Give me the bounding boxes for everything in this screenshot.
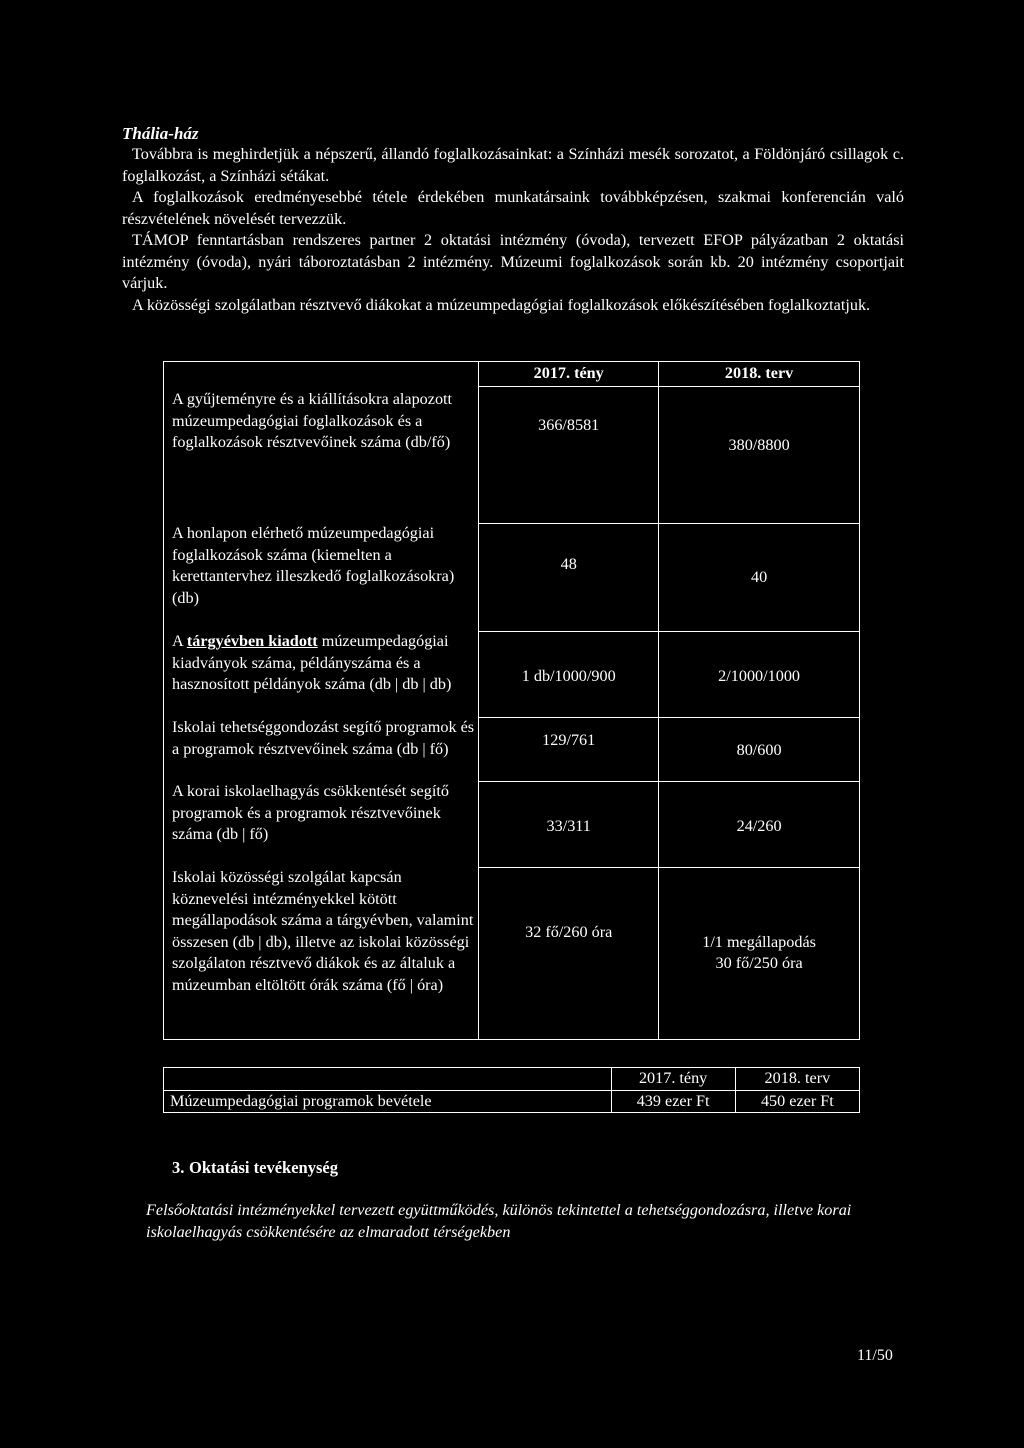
page-number: 11/50 [857,1347,893,1364]
header-2017: 2017. tény [479,362,659,387]
cell-2018: 24/260 [659,781,860,867]
cell-2018: 40 [659,523,860,631]
cell-2017: 366/8581 [479,386,659,523]
cell-2018: 2/1000/1000 [659,631,860,717]
header-2018: 2018. terv [659,362,860,387]
row-label: Múzeumpedagógiai programok bevétele [164,1090,612,1113]
intro-paragraphs [122,144,904,316]
cell-2018: 380/8800 [659,386,860,523]
table-row [164,523,860,631]
cell-2018-line: 30 fő/250 óra [715,954,803,972]
label-prefix: A [172,632,187,650]
cell-2017: 48 [479,523,659,631]
header-2017: 2017. tény [611,1068,735,1091]
paragraph: Továbbra is meghirdetjük a népszerű, állandó foglalkozásainkat: a Színházi mesék sorozatot, a Földönjáró csillagok c. foglalkozást, a Színházi sétákat. [122,145,904,185]
cell-2018: 80/600 [659,717,860,781]
table-row [164,362,860,387]
chapter-title: Oktatási tevékenység [189,1158,338,1177]
row-label: Iskolai közösségi szolgálat kapcsán köznevelési intézményekkel kötött megállapodások száma a tárgyévben, valamint összesen (db | db), illetve az iskolai közösségi szolgálaton résztvevő diákok és az általuk a múzeumban eltöltött órák száma (fő | óra) [164,867,479,1040]
empty-header-cell [164,1068,612,1091]
label-rest: múzeumpedagógiai kiadványok száma, példányszáma és a hasznosított példányok száma (db | db | db) [172,632,452,693]
cell-2018: 450 ezer Ft [735,1090,859,1113]
table-row [164,717,860,781]
row-label: Iskolai tehetséggondozást segítő programok és a programok résztvevőinek száma (db | fő) [164,717,479,781]
table-row [164,781,860,867]
cell-2018-line: 1/1 megállapodás [702,932,816,951]
table-row [164,867,860,1040]
row-label: A korai iskolaelhagyás csökkentését segítő programok és a programok résztvevőinek száma (db | fő) [164,781,479,867]
row-label [164,631,479,717]
chapter-number: 3. [172,1158,185,1177]
table-row [164,1068,860,1091]
row-label: A gyűjteményre és a kiállításokra alapozott múzeumpedagógiai foglalkozások és a foglalkozások résztvevőinek száma (db/fő) [164,362,479,524]
museum-education-table [163,361,860,1040]
row-label: A honlapon elérhető múzeumpedagógiai foglalkozások száma (kiemelten a kerettantervhez illeszkedő foglalkozásokra) (db) [164,523,479,631]
revenue-table [163,1067,860,1113]
paragraph: TÁMOP fenntartásban rendszeres partner 2 oktatási intézmény (óvoda), tervezett EFOP pályázatban 2 oktatási intézmény (óvoda), nyári táboroztatásban 2 intézmény. Múzeumi foglalkozások során kb. 20 intézmény csoportjait várjuk. [122,231,904,292]
table-row [164,631,860,717]
chapter-intro: Felsőoktatási intézményekkel tervezett együttműködés, különös tekintettel a tehetséggondozásra, illetve korai iskolaelhagyás csökkentésére az elmaradott térségekben [146,1201,852,1241]
cell-2017: 1 db/1000/900 [479,631,659,717]
cell-2017: 32 fő/260 óra [479,867,659,1040]
cell-2017: 129/761 [479,717,659,781]
paragraph: A közösségi szolgálatban résztvevő diákokat a múzeumpedagógiai foglalkozások előkészítésében foglalkoztatjuk. [132,295,871,314]
cell-2017: 33/311 [479,781,659,867]
paragraph: A foglalkozások eredményesebbé tétele érdekében munkatársaink továbbképzésen, szakmai konferencián való részvételének növelését tervezzük. [122,188,904,228]
chapter-heading [172,1158,338,1178]
section-title: Thália-ház [122,124,199,143]
header-2018: 2018. terv [735,1068,859,1091]
cell-2017: 439 ezer Ft [611,1090,735,1113]
table-row [164,1090,860,1113]
cell-2018 [659,867,860,1040]
label-underlined: tárgyévben kiadott [186,632,318,650]
